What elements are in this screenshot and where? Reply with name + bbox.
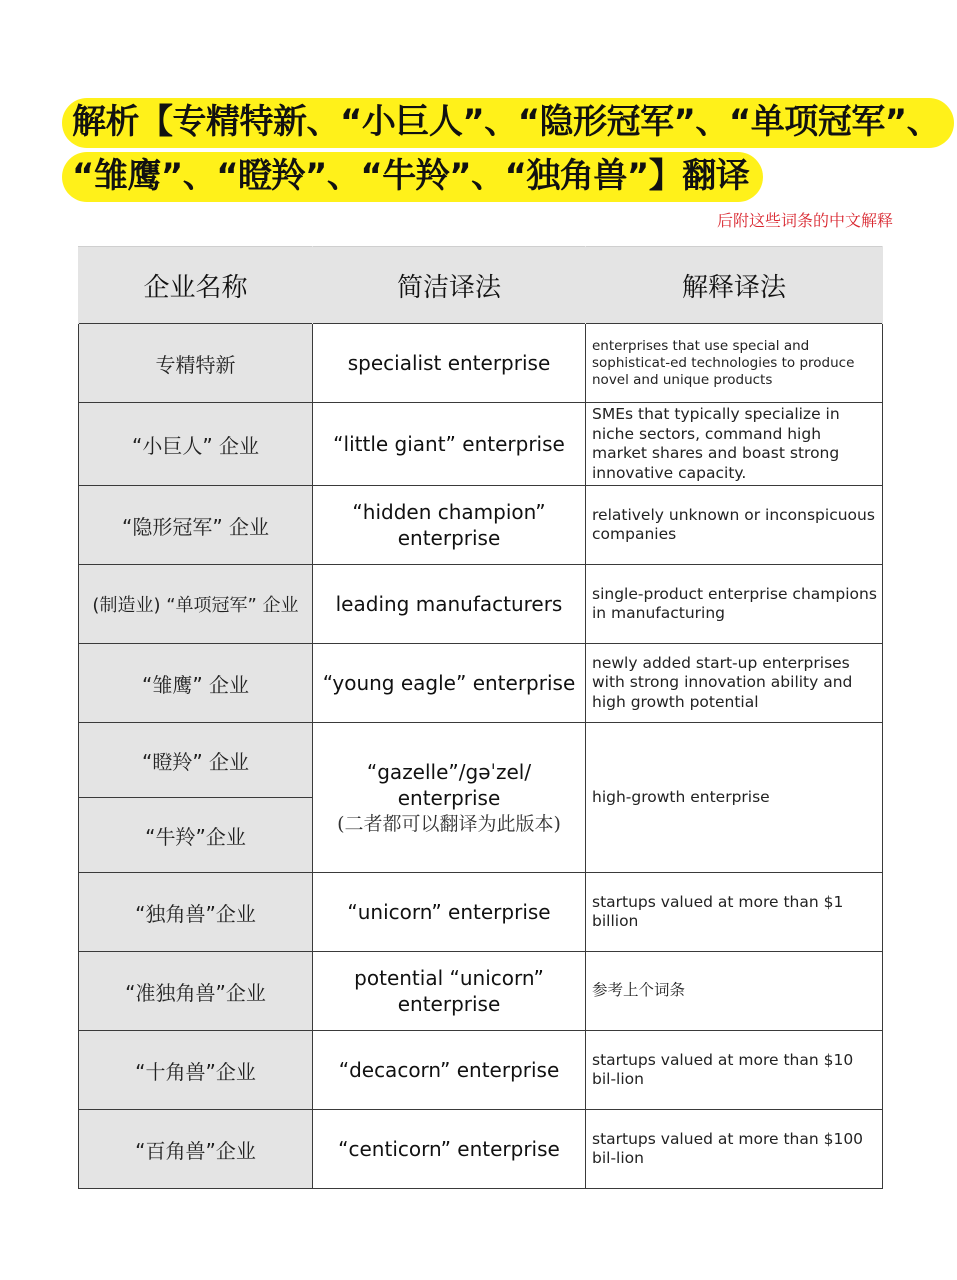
explanation-cell: startups valued at more than $1 billion [586,873,883,952]
table-row [79,873,883,952]
simple-translation-cell [313,723,586,873]
simple-translation-cell: “unicorn” enterprise [313,873,586,952]
simple-translation-cell: potential “unicorn” enterprise [313,952,586,1031]
appendix-note: 后附这些词条的中文解释 [716,211,893,230]
explanation-cell: SMEs that typically specialize in niche sectors, command high market shares and boast strong innovative capacity. [586,403,883,486]
title-text-2: “雏鹰”、“瞪羚”、“牛羚”、“独角兽”】翻译 [62,152,763,202]
title-line-2 [62,152,942,206]
table-row [79,1031,883,1110]
simple-translation-cell: “hidden champion” enterprise [313,486,586,565]
table-row [79,952,883,1031]
explanation-cell: high-growth enterprise [586,723,883,873]
simple-translation-cell: “decacorn” enterprise [313,1031,586,1110]
company-name-cell: “百角兽”企业 [79,1110,313,1189]
company-name-cell: 专精特新 [79,324,313,403]
simple-translation-note: (二者都可以翻译为此版本) [337,812,561,835]
company-name-cell: “瞪羚” 企业 [79,723,313,798]
header-simple-translation: 简洁译法 [313,247,586,324]
explanation-cell: startups valued at more than $10 bil-lion [586,1031,883,1110]
explanation-cell: relatively unknown or inconspicuous companies [586,486,883,565]
explanation-cell: startups valued at more than $100 bil-lion [586,1110,883,1189]
explanation-cell: single-product enterprise champions in manufacturing [586,565,883,644]
simple-translation-cell: “little giant” enterprise [313,403,586,486]
table-row [79,644,883,723]
table-row [79,486,883,565]
table-row [79,403,883,486]
simple-translation-main: “gazelle”/gəˈzel/ enterprise [366,759,532,810]
explanation-cell: newly added start-up enterprises with strong innovation ability and high growth potential [586,644,883,723]
table-row [79,324,883,403]
company-name-cell: “十角兽”企业 [79,1031,313,1110]
company-name-cell: “隐形冠军” 企业 [79,486,313,565]
company-name-cell: “小巨人” 企业 [79,403,313,486]
table-row [79,565,883,644]
company-name-cell: “准独角兽”企业 [79,952,313,1031]
header-company-name: 企业名称 [79,247,313,324]
company-name-cell: “独角兽”企业 [79,873,313,952]
simple-translation-cell: specialist enterprise [313,324,586,403]
page-title [62,98,942,206]
title-text-1: 解析【专精特新、“小巨人”、“隐形冠军”、“单项冠军”、 [62,98,954,148]
translation-table [78,246,883,1189]
table-row [79,1110,883,1189]
table-row [79,723,883,798]
simple-translation-cell: leading manufacturers [313,565,586,644]
table-header-row [79,247,883,324]
explanation-cell: enterprises that use special and sophisticat-ed technologies to produce novel and unique products [586,324,883,403]
explanation-cell: 参考上个词条 [586,952,883,1031]
simple-translation-cell: “young eagle” enterprise [313,644,586,723]
company-name-cell: (制造业) “单项冠军” 企业 [79,565,313,644]
title-line-1 [62,98,942,152]
company-name-cell: “雏鹰” 企业 [79,644,313,723]
company-name-cell: “牛羚”企业 [79,798,313,873]
header-explanatory-translation: 解释译法 [586,247,883,324]
simple-translation-cell: “centicorn” enterprise [313,1110,586,1189]
